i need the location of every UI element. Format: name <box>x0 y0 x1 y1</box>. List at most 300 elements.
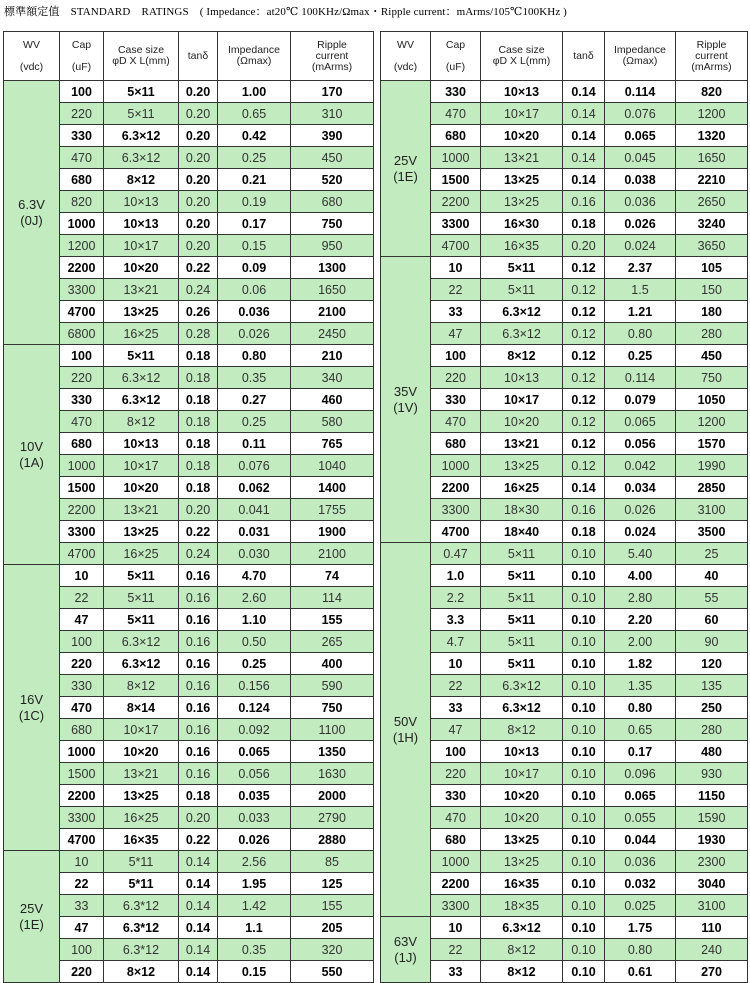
case-size-cell: 13×21 <box>104 499 179 521</box>
ripple-cell: 2100 <box>291 301 374 323</box>
cap-cell: 1000 <box>60 455 104 477</box>
header-ripple: Ripple current (mArms) <box>676 32 748 81</box>
voltage-group-cell <box>381 257 431 543</box>
case-size-cell: 5×11 <box>481 543 563 565</box>
impedance-cell: 1.42 <box>218 895 291 917</box>
tan-delta-cell: 0.10 <box>563 873 605 895</box>
tan-delta-cell: 0.16 <box>179 741 218 763</box>
table-row <box>4 147 374 169</box>
tan-delta-cell: 0.18 <box>179 455 218 477</box>
cap-cell: 1000 <box>431 147 481 169</box>
case-size-cell: 6.3×12 <box>481 323 563 345</box>
cap-cell: 1000 <box>431 851 481 873</box>
table-row <box>4 411 374 433</box>
cap-cell: 820 <box>60 191 104 213</box>
case-size-cell: 6.3×12 <box>104 653 179 675</box>
ripple-cell: 1040 <box>291 455 374 477</box>
ripple-cell: 1150 <box>676 785 748 807</box>
cap-cell: 680 <box>60 719 104 741</box>
table-row <box>381 521 748 543</box>
case-size-cell: 13×25 <box>481 191 563 213</box>
header-impedance: Impedance (Ωmax) <box>218 32 291 81</box>
ripple-cell: 135 <box>676 675 748 697</box>
cap-cell: 3300 <box>431 499 481 521</box>
impedance-cell: 0.35 <box>218 367 291 389</box>
table-row <box>4 301 374 323</box>
ripple-cell: 820 <box>676 81 748 103</box>
case-size-cell: 5×11 <box>104 587 179 609</box>
ripple-cell: 2000 <box>291 785 374 807</box>
table-row <box>4 103 374 125</box>
table-row <box>4 433 374 455</box>
cap-cell: 47 <box>431 719 481 741</box>
case-size-cell: 16×25 <box>481 477 563 499</box>
ripple-cell: 3100 <box>676 499 748 521</box>
table-row <box>4 389 374 411</box>
cap-cell: 22 <box>60 873 104 895</box>
voltage-label: 16V <box>19 691 44 707</box>
table-row <box>381 719 748 741</box>
cap-cell: 330 <box>431 389 481 411</box>
ripple-cell: 105 <box>676 257 748 279</box>
case-size-cell: 6.3*12 <box>104 895 179 917</box>
case-size-cell: 8×12 <box>104 961 179 983</box>
tan-delta-cell: 0.12 <box>563 433 605 455</box>
table-row <box>4 939 374 961</box>
table-row <box>381 499 748 521</box>
case-size-cell: 16×35 <box>481 235 563 257</box>
table-row <box>4 653 374 675</box>
impedance-cell: 0.80 <box>605 697 676 719</box>
case-size-cell: 10×17 <box>104 719 179 741</box>
ripple-cell: 1300 <box>291 257 374 279</box>
case-size-cell: 18×35 <box>481 895 563 917</box>
tan-delta-cell: 0.10 <box>563 697 605 719</box>
cap-cell: 220 <box>431 367 481 389</box>
cap-cell: 100 <box>431 741 481 763</box>
tan-delta-cell: 0.22 <box>179 829 218 851</box>
voltage-code: (1E) <box>393 168 418 184</box>
impedance-cell: 0.065 <box>605 785 676 807</box>
ripple-cell: 320 <box>291 939 374 961</box>
ripple-cell: 1650 <box>676 147 748 169</box>
tan-delta-cell: 0.16 <box>179 631 218 653</box>
cap-cell: 4700 <box>60 301 104 323</box>
impedance-cell: 0.114 <box>605 81 676 103</box>
voltage-group-cell <box>381 543 431 917</box>
tan-delta-cell: 0.20 <box>179 147 218 169</box>
impedance-cell: 0.25 <box>218 411 291 433</box>
table-body-right <box>381 81 748 983</box>
table-row <box>4 235 374 257</box>
voltage-group-cell <box>381 917 431 983</box>
ripple-cell: 155 <box>291 609 374 631</box>
ripple-cell: 1900 <box>291 521 374 543</box>
tan-delta-cell: 0.18 <box>179 411 218 433</box>
case-size-cell: 10×13 <box>104 213 179 235</box>
table-row <box>381 103 748 125</box>
case-size-cell: 10×20 <box>104 257 179 279</box>
case-size-cell: 13×25 <box>481 851 563 873</box>
tan-delta-cell: 0.20 <box>179 103 218 125</box>
ripple-cell: 270 <box>676 961 748 983</box>
impedance-cell: 0.06 <box>218 279 291 301</box>
impedance-cell: 1.82 <box>605 653 676 675</box>
tan-delta-cell: 0.22 <box>179 257 218 279</box>
cap-cell: 100 <box>60 81 104 103</box>
tan-delta-cell: 0.14 <box>179 895 218 917</box>
ripple-cell: 340 <box>291 367 374 389</box>
impedance-cell: 0.024 <box>605 235 676 257</box>
cap-cell: 22 <box>431 939 481 961</box>
table-row <box>4 851 374 873</box>
impedance-cell: 0.025 <box>605 895 676 917</box>
impedance-cell: 0.065 <box>605 125 676 147</box>
ripple-cell: 125 <box>291 873 374 895</box>
case-size-cell: 5×11 <box>481 257 563 279</box>
ripple-cell: 3500 <box>676 521 748 543</box>
impedance-cell: 1.35 <box>605 675 676 697</box>
cap-cell: 330 <box>431 785 481 807</box>
impedance-cell: 1.95 <box>218 873 291 895</box>
tan-delta-cell: 0.18 <box>179 389 218 411</box>
table-row <box>4 191 374 213</box>
ripple-cell: 550 <box>291 961 374 983</box>
impedance-cell: 1.5 <box>605 279 676 301</box>
case-size-cell: 10×13 <box>481 367 563 389</box>
cap-cell: 470 <box>60 697 104 719</box>
ripple-cell: 450 <box>676 345 748 367</box>
cap-cell: 1.0 <box>431 565 481 587</box>
ripple-cell: 450 <box>291 147 374 169</box>
table-row <box>381 389 748 411</box>
tan-delta-cell: 0.20 <box>179 169 218 191</box>
impedance-cell: 0.21 <box>218 169 291 191</box>
ripple-cell: 2850 <box>676 477 748 499</box>
tan-delta-cell: 0.10 <box>563 917 605 939</box>
ripple-cell: 2210 <box>676 169 748 191</box>
impedance-cell: 0.036 <box>218 301 291 323</box>
cap-cell: 3.3 <box>431 609 481 631</box>
tan-delta-cell: 0.14 <box>563 103 605 125</box>
voltage-code: (1H) <box>392 729 419 745</box>
ripple-cell: 240 <box>676 939 748 961</box>
impedance-cell: 0.030 <box>218 543 291 565</box>
impedance-cell: 0.61 <box>605 961 676 983</box>
tan-delta-cell: 0.20 <box>179 499 218 521</box>
table-row <box>4 169 374 191</box>
ripple-cell: 1755 <box>291 499 374 521</box>
case-size-cell: 6.3×12 <box>104 367 179 389</box>
tan-delta-cell: 0.10 <box>563 609 605 631</box>
ripple-cell: 1200 <box>676 411 748 433</box>
impedance-cell: 2.60 <box>218 587 291 609</box>
header-impedance: Impedance (Ωmax) <box>605 32 676 81</box>
tan-delta-cell: 0.16 <box>179 565 218 587</box>
ripple-cell: 114 <box>291 587 374 609</box>
tan-delta-cell: 0.14 <box>563 477 605 499</box>
tan-delta-cell: 0.20 <box>179 807 218 829</box>
ripple-cell: 590 <box>291 675 374 697</box>
tan-delta-cell: 0.16 <box>179 763 218 785</box>
impedance-cell: 0.17 <box>605 741 676 763</box>
cap-cell: 220 <box>431 763 481 785</box>
cap-cell: 680 <box>431 433 481 455</box>
case-size-cell: 8×12 <box>104 675 179 697</box>
tan-delta-cell: 0.12 <box>563 301 605 323</box>
case-size-cell: 16×35 <box>104 829 179 851</box>
tan-delta-cell: 0.10 <box>563 961 605 983</box>
impedance-cell: 0.27 <box>218 389 291 411</box>
impedance-cell: 0.038 <box>605 169 676 191</box>
impedance-cell: 0.062 <box>218 477 291 499</box>
ripple-cell: 1100 <box>291 719 374 741</box>
cap-cell: 4700 <box>60 543 104 565</box>
tan-delta-cell: 0.12 <box>563 345 605 367</box>
case-size-cell: 13×21 <box>481 147 563 169</box>
cap-cell: 100 <box>60 345 104 367</box>
voltage-label: 25V <box>393 152 418 168</box>
cap-cell: 1500 <box>60 763 104 785</box>
voltage-group-cell <box>4 345 60 565</box>
page-title: 標準額定值 STANDARD RATINGS ( Impedance：at20℃ 100KHz/Ωmax・Ripple current：mArms/105℃100KHz ) <box>4 6 567 18</box>
case-size-cell: 10×17 <box>481 103 563 125</box>
impedance-cell: 0.055 <box>605 807 676 829</box>
tan-delta-cell: 0.10 <box>563 565 605 587</box>
impedance-cell: 1.00 <box>218 81 291 103</box>
cap-cell: 1200 <box>60 235 104 257</box>
impedance-cell: 0.032 <box>605 873 676 895</box>
ripple-cell: 680 <box>291 191 374 213</box>
ripple-cell: 2650 <box>676 191 748 213</box>
impedance-cell: 0.026 <box>605 499 676 521</box>
impedance-cell: 0.80 <box>605 323 676 345</box>
tan-delta-cell: 0.12 <box>563 389 605 411</box>
impedance-cell: 0.024 <box>605 521 676 543</box>
table-row <box>381 961 748 983</box>
cap-cell: 22 <box>431 675 481 697</box>
case-size-cell: 5×11 <box>481 653 563 675</box>
tan-delta-cell: 0.10 <box>563 587 605 609</box>
header-case-size: Case size φD X L(mm) <box>481 32 563 81</box>
case-size-cell: 5×11 <box>104 81 179 103</box>
table-row <box>381 917 748 939</box>
impedance-cell: 0.35 <box>218 939 291 961</box>
ripple-cell: 750 <box>676 367 748 389</box>
cap-cell: 33 <box>431 697 481 719</box>
impedance-cell: 0.15 <box>218 235 291 257</box>
cap-cell: 470 <box>431 411 481 433</box>
case-size-cell: 13×21 <box>104 279 179 301</box>
ripple-cell: 210 <box>291 345 374 367</box>
tan-delta-cell: 0.12 <box>563 367 605 389</box>
impedance-cell: 0.031 <box>218 521 291 543</box>
cap-cell: 33 <box>60 895 104 917</box>
table-row <box>4 763 374 785</box>
voltage-label: 35V <box>393 383 418 399</box>
cap-cell: 2200 <box>431 191 481 213</box>
tan-delta-cell: 0.28 <box>179 323 218 345</box>
impedance-cell: 0.09 <box>218 257 291 279</box>
impedance-cell: 2.00 <box>605 631 676 653</box>
impedance-cell: 0.079 <box>605 389 676 411</box>
cap-cell: 2200 <box>60 785 104 807</box>
impedance-cell: 0.056 <box>605 433 676 455</box>
voltage-group-cell <box>4 81 60 345</box>
cap-cell: 2200 <box>60 257 104 279</box>
table-row <box>381 565 748 587</box>
tan-delta-cell: 0.12 <box>563 279 605 301</box>
impedance-cell: 0.056 <box>218 763 291 785</box>
case-size-cell: 10×17 <box>481 763 563 785</box>
table-row <box>4 697 374 719</box>
ripple-cell: 85 <box>291 851 374 873</box>
case-size-cell: 5×11 <box>481 279 563 301</box>
cap-cell: 220 <box>60 961 104 983</box>
tan-delta-cell: 0.10 <box>563 631 605 653</box>
case-size-cell: 18×40 <box>481 521 563 543</box>
impedance-cell: 0.65 <box>605 719 676 741</box>
table-row <box>4 917 374 939</box>
table-row <box>4 719 374 741</box>
voltage-code: (1A) <box>19 454 44 470</box>
tan-delta-cell: 0.22 <box>179 521 218 543</box>
impedance-cell: 2.56 <box>218 851 291 873</box>
tan-delta-cell: 0.20 <box>179 213 218 235</box>
tan-delta-cell: 0.16 <box>563 191 605 213</box>
tan-delta-cell: 0.10 <box>563 807 605 829</box>
case-size-cell: 10×17 <box>104 235 179 257</box>
tan-delta-cell: 0.20 <box>179 191 218 213</box>
impedance-cell: 2.80 <box>605 587 676 609</box>
impedance-cell: 0.035 <box>218 785 291 807</box>
case-size-cell: 13×25 <box>481 169 563 191</box>
table-row <box>4 367 374 389</box>
cap-cell: 33 <box>431 301 481 323</box>
ripple-cell: 25 <box>676 543 748 565</box>
ripple-cell: 150 <box>676 279 748 301</box>
table-row <box>381 279 748 301</box>
ripple-cell: 1650 <box>291 279 374 301</box>
tan-delta-cell: 0.14 <box>563 81 605 103</box>
tan-delta-cell: 0.18 <box>179 477 218 499</box>
ripple-cell: 460 <box>291 389 374 411</box>
cap-cell: 22 <box>60 587 104 609</box>
voltage-code: (1J) <box>394 949 417 965</box>
ripple-cell: 1050 <box>676 389 748 411</box>
table-row <box>4 565 374 587</box>
cap-cell: 10 <box>431 257 481 279</box>
tan-delta-cell: 0.18 <box>179 433 218 455</box>
ripple-cell: 110 <box>676 917 748 939</box>
table-row <box>381 697 748 719</box>
tan-delta-cell: 0.14 <box>179 851 218 873</box>
tan-delta-cell: 0.10 <box>563 543 605 565</box>
table-row <box>381 675 748 697</box>
case-size-cell: 10×20 <box>481 785 563 807</box>
case-size-cell: 5×11 <box>104 345 179 367</box>
cap-cell: 680 <box>431 125 481 147</box>
ripple-cell: 3240 <box>676 213 748 235</box>
table-row <box>381 213 748 235</box>
impedance-cell: 0.25 <box>605 345 676 367</box>
impedance-cell: 0.25 <box>218 653 291 675</box>
cap-cell: 2200 <box>431 477 481 499</box>
cap-cell: 3300 <box>431 895 481 917</box>
case-size-cell: 16×25 <box>104 807 179 829</box>
table-row <box>381 81 748 103</box>
impedance-cell: 1.75 <box>605 917 676 939</box>
table-row <box>4 829 374 851</box>
cap-cell: 6800 <box>60 323 104 345</box>
ripple-cell: 1350 <box>291 741 374 763</box>
ripple-cell: 2450 <box>291 323 374 345</box>
case-size-cell: 16×25 <box>104 323 179 345</box>
tan-delta-cell: 0.12 <box>563 323 605 345</box>
impedance-cell: 2.37 <box>605 257 676 279</box>
ripple-cell: 1570 <box>676 433 748 455</box>
header-ripple: Ripple current (mArms) <box>291 32 374 81</box>
table-row <box>4 807 374 829</box>
impedance-cell: 2.20 <box>605 609 676 631</box>
ripple-cell: 3650 <box>676 235 748 257</box>
case-size-cell: 5×11 <box>481 587 563 609</box>
cap-cell: 220 <box>60 367 104 389</box>
impedance-cell: 0.044 <box>605 829 676 851</box>
tan-delta-cell: 0.18 <box>179 345 218 367</box>
table-row <box>4 873 374 895</box>
cap-cell: 100 <box>60 631 104 653</box>
table-row <box>4 257 374 279</box>
cap-cell: 1500 <box>60 477 104 499</box>
table-row <box>381 345 748 367</box>
case-size-cell: 10×20 <box>481 807 563 829</box>
table-row <box>381 147 748 169</box>
table-row <box>381 169 748 191</box>
table-row <box>4 631 374 653</box>
case-size-cell: 8×12 <box>481 939 563 961</box>
tan-delta-cell: 0.16 <box>179 697 218 719</box>
case-size-cell: 5×11 <box>104 103 179 125</box>
tan-delta-cell: 0.18 <box>563 213 605 235</box>
ripple-cell: 180 <box>676 301 748 323</box>
tan-delta-cell: 0.14 <box>563 169 605 191</box>
cap-cell: 3300 <box>60 279 104 301</box>
ripple-cell: 170 <box>291 81 374 103</box>
voltage-label: 63V <box>393 933 418 949</box>
case-size-cell: 10×20 <box>481 125 563 147</box>
table-row <box>4 543 374 565</box>
table-row <box>381 741 748 763</box>
cap-cell: 100 <box>431 345 481 367</box>
ripple-cell: 400 <box>291 653 374 675</box>
cap-cell: 470 <box>60 411 104 433</box>
case-size-cell: 13×25 <box>104 521 179 543</box>
ripple-cell: 205 <box>291 917 374 939</box>
table-row <box>4 323 374 345</box>
ripple-cell: 950 <box>291 235 374 257</box>
impedance-cell: 1.10 <box>218 609 291 631</box>
ratings-table-right <box>380 31 748 983</box>
table-row <box>4 499 374 521</box>
cap-cell: 330 <box>60 125 104 147</box>
impedance-cell: 1.1 <box>218 917 291 939</box>
voltage-group-cell <box>4 851 60 983</box>
case-size-cell: 10×13 <box>481 81 563 103</box>
table-row <box>381 477 748 499</box>
header-wv: WV (vdc) <box>381 32 431 81</box>
case-size-cell: 10×13 <box>104 191 179 213</box>
